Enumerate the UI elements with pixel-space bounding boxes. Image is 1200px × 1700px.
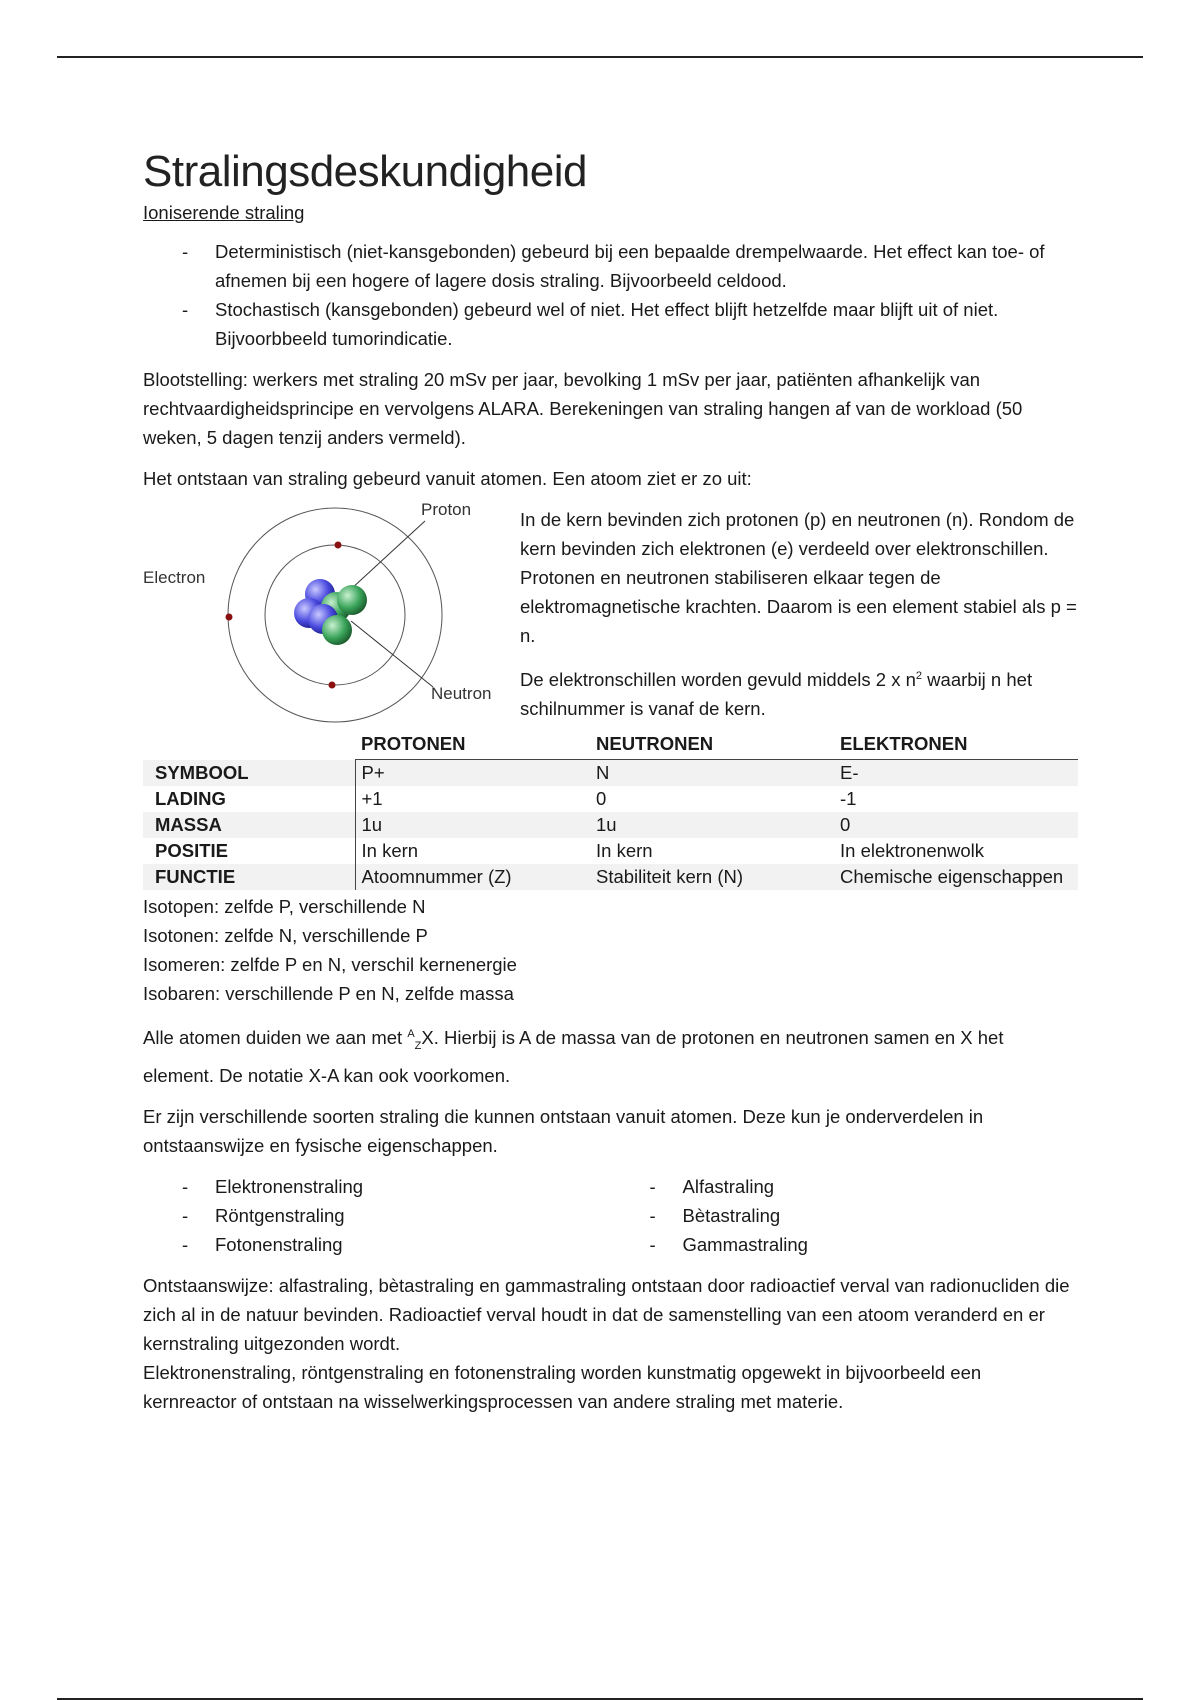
origin-paragraph: Ontstaanswijze: alfastraling, bètastraling en gammastraling ontstaan door radioactief verval van radionucliden die zich al in de natuur bevinden. Radioactief verval houdt in dat de samenstelling van een atoom veranderd en er kernstraling uitgezonden wordt.: [143, 1275, 1070, 1354]
nucleon-green: [322, 615, 352, 645]
table-header: [143, 729, 355, 760]
table-cell: MASSA: [143, 812, 355, 838]
list-item: - Stochastisch (kansgebonden) gebeurd wel of niet. Het effect blijft hetzelfde maar blijft uit of niet. Bijvoorbbeeld tumorindicatie.: [143, 295, 1078, 353]
table-header: ELEKTRONEN: [834, 729, 1078, 760]
exposure-paragraph: Blootstelling: werkers met straling 20 mSv per jaar, bevolking 1 mSv per jaar, patiënten afhankelijk van rechtvaardigheidsprincipe en vervolgens ALARA. Berekeningen van straling hangen af van de workload (50 weken, 5 dagen tenzij anders vermeld).: [143, 369, 1023, 448]
table-cell: 0: [596, 788, 607, 810]
notation-text-b: X. Hierbij is A de massa van de protonen en neutronen samen en X het element. De notatie X-A kan ook voorkomen.: [143, 1027, 1004, 1086]
table-cell: In elektronenwolk: [840, 840, 984, 862]
table-cell: In kern: [596, 840, 653, 862]
page-title: Stralingsdeskundigheid: [143, 147, 587, 196]
atom-section: [143, 497, 1078, 723]
neutron-label: Neutron: [431, 684, 492, 703]
notation-text-a: Alle atomen duiden we aan met: [143, 1027, 408, 1049]
iso-line: Isotonen: zelfde N, verschillende P: [143, 925, 428, 947]
section-subtitle: Ioniserende straling: [143, 202, 305, 223]
atom-paragraph: In de kern bevinden zich protonen (p) en neutronen (n). Rondom de kern bevinden zich elektronen (e) verdeeld over elektronschillen. Protonen en neutronen stabiliseren elkaar tegen de elektromagnetische krachten. Daarom is een element stabiel als p = n.: [520, 509, 1077, 646]
shell-text-b: waarbij n het schilnummer is vanaf de kern.: [520, 669, 1033, 720]
table-row: [143, 786, 1078, 812]
list-item: - Deterministisch (niet-kansgebonden) gebeurd bij een bepaalde drempelwaarde. Het effect kan toe- of afnemen bij een hogere of lagere dosis straling. Bijvoorbeeld celdood.: [143, 237, 1078, 295]
table-cell: 0: [834, 812, 1078, 838]
table-header-row: [143, 729, 1078, 760]
natural-radiation-list: [611, 1172, 1079, 1259]
effects-list: [143, 237, 1078, 353]
table-row: [143, 760, 1078, 787]
proton-label: Proton: [421, 500, 472, 519]
electron-dot: [329, 682, 336, 689]
shell-exponent: 2: [915, 670, 923, 682]
table-cell: E-: [834, 760, 1078, 787]
table-row: [143, 864, 1078, 890]
atom-description: [520, 497, 1078, 723]
table-cell: FUNCTIE: [143, 864, 355, 890]
list-item: - Bètastraling: [611, 1201, 1079, 1230]
iso-definitions: [143, 892, 1078, 1008]
table-cell: 1u: [590, 812, 834, 838]
list-item: - Gammastraling: [611, 1230, 1079, 1259]
table-cell: LADING: [143, 786, 355, 812]
table-row: [143, 838, 1078, 864]
notation-atomic-number: Z: [414, 1040, 422, 1052]
list-item: - Alfastraling: [611, 1172, 1079, 1201]
table-cell: Chemische eigenschappen: [834, 864, 1078, 890]
atom-intro-paragraph: Het ontstaan van straling gebeurd vanuit atomen. Een atoom ziet er zo uit:: [143, 468, 752, 489]
list-item: - Röntgenstraling: [143, 1201, 611, 1230]
top-rule: [57, 56, 1143, 58]
shell-paragraph: [520, 662, 1078, 723]
table-cell: Stabiliteit kern (N): [590, 864, 834, 890]
iso-line: Isomeren: zelfde P en N, verschil kernenergie: [143, 954, 517, 976]
table-cell: P+: [355, 760, 590, 787]
electron-dot: [335, 542, 342, 549]
electron-dot: [226, 614, 233, 621]
atom-diagram: [143, 497, 508, 723]
types-intro-paragraph: Er zijn verschillende soorten straling die kunnen ontstaan vanuit atomen. Deze kun je onderverdelen in ontstaanswijze en fysische eigenschappen.: [143, 1106, 984, 1156]
electron-label: Electron: [143, 568, 206, 587]
table-cell: +1: [361, 788, 383, 810]
iso-line: Isobaren: verschillende P en N, zelfde massa: [143, 983, 514, 1005]
notation-mass-number: A: [407, 1028, 415, 1041]
table-cell: SYMBOOL: [143, 760, 355, 787]
iso-line: Isotopen: zelfde P, verschillende N: [143, 896, 426, 918]
shell-text-a: De elektronschillen worden gevuld middels 2 x n: [520, 669, 916, 691]
neutron-pointer: [351, 621, 433, 687]
artificial-origin-paragraph: Elektronenstraling, röntgenstraling en fotonenstraling worden kunstmatig opgewekt in bijvoorbeeld een kernreactor of ontstaan na wisselwerkingsprocessen van andere straling met materie.: [143, 1362, 982, 1412]
notation-paragraph: [143, 1020, 1078, 1090]
table-cell: N: [590, 760, 834, 787]
table-cell: POSITIE: [143, 838, 355, 864]
particle-table: [143, 729, 1078, 890]
nucleon-green: [337, 585, 367, 615]
table-header: PROTONEN: [355, 729, 590, 760]
list-item: - Elektronenstraling: [143, 1172, 611, 1201]
table-cell: In kern: [361, 840, 419, 862]
table-cell: 1u: [355, 812, 590, 838]
document-body: [143, 146, 1078, 1428]
radiation-types: [143, 1172, 1078, 1259]
artificial-radiation-list: [143, 1172, 611, 1259]
table-cell: Atoomnummer (Z): [355, 864, 590, 890]
table-header: NEUTRONEN: [590, 729, 834, 760]
table-row: [143, 812, 1078, 838]
table-cell: -1: [840, 788, 857, 810]
list-item: - Fotonenstraling: [143, 1230, 611, 1259]
